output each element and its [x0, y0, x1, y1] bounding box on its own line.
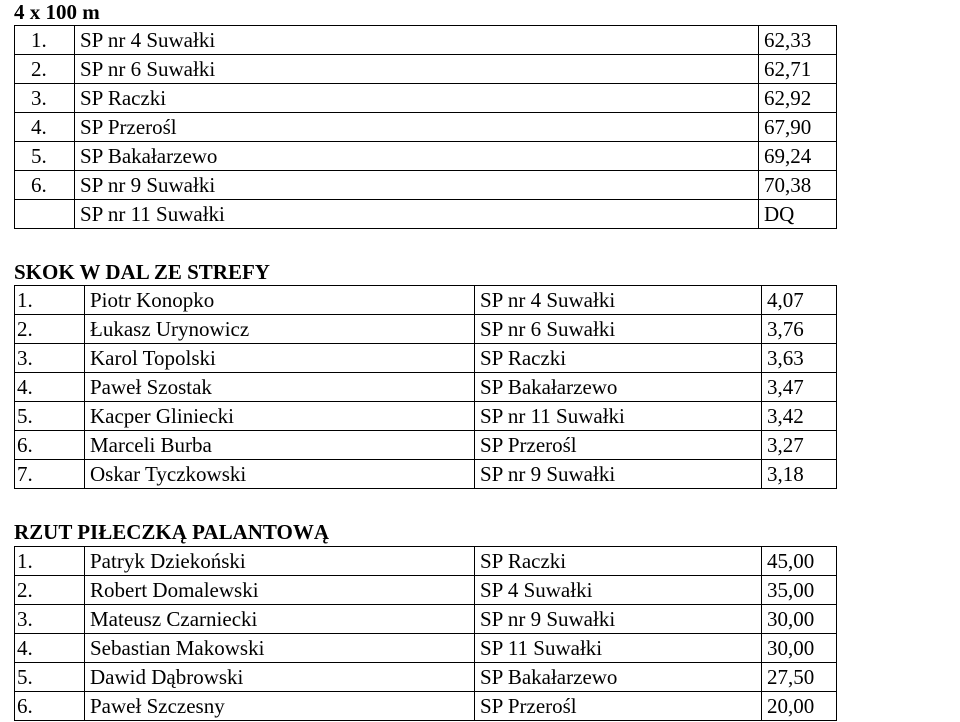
athlete-cell: Piotr Konopko — [85, 286, 475, 315]
place-cell: 3. — [15, 84, 75, 113]
place-cell: 5. — [15, 142, 75, 171]
place-cell: 4. — [15, 634, 85, 663]
table-row — [15, 142, 837, 171]
place-cell: 5. — [15, 663, 85, 692]
result-cell: 3,76 — [762, 315, 837, 344]
athlete-cell: Oskar Tyczkowski — [85, 460, 475, 489]
school-cell: SP Przerośl — [475, 431, 762, 460]
result-cell: 3,27 — [762, 431, 837, 460]
section-title-relay: 4 x 100 m — [14, 0, 100, 24]
table-row — [15, 26, 837, 55]
table-row — [15, 692, 837, 721]
result-cell: 3,63 — [762, 344, 837, 373]
result-cell: 35,00 — [762, 576, 837, 605]
table-row — [15, 344, 837, 373]
place-cell: 6. — [15, 692, 85, 721]
result-cell: 3,42 — [762, 402, 837, 431]
result-cell: 62,92 — [759, 84, 837, 113]
team-cell: SP nr 9 Suwałki — [75, 171, 759, 200]
result-cell: 20,00 — [762, 692, 837, 721]
section-title-long-jump: SKOK W DAL ZE STREFY — [14, 260, 270, 284]
table-row — [15, 286, 837, 315]
relay-results-table — [14, 25, 837, 229]
table-row — [15, 547, 837, 576]
section-title-ball-throw: RZUT PIŁECZKĄ PALANTOWĄ — [14, 520, 330, 544]
table-row — [15, 431, 837, 460]
athlete-cell: Kacper Gliniecki — [85, 402, 475, 431]
table-row — [15, 55, 837, 84]
long-jump-results-table — [14, 285, 837, 489]
team-cell: SP nr 4 Suwałki — [75, 26, 759, 55]
result-cell: 27,50 — [762, 663, 837, 692]
school-cell: SP nr 9 Suwałki — [475, 460, 762, 489]
team-cell: SP Bakałarzewo — [75, 142, 759, 171]
athlete-cell: Łukasz Urynowicz — [85, 315, 475, 344]
result-cell: 30,00 — [762, 634, 837, 663]
school-cell: SP nr 11 Suwałki — [475, 402, 762, 431]
result-cell: DQ — [759, 200, 837, 229]
school-cell: SP Bakałarzewo — [475, 663, 762, 692]
place-cell: 3. — [15, 605, 85, 634]
table-row — [15, 315, 837, 344]
school-cell: SP nr 6 Suwałki — [475, 315, 762, 344]
place-cell: 2. — [15, 315, 85, 344]
place-cell: 2. — [15, 55, 75, 84]
place-cell: 4. — [15, 113, 75, 142]
result-cell: 67,90 — [759, 113, 837, 142]
table-row — [15, 576, 837, 605]
table-row — [15, 373, 837, 402]
school-cell: SP Bakałarzewo — [475, 373, 762, 402]
athlete-cell: Mateusz Czarniecki — [85, 605, 475, 634]
place-cell: 1. — [15, 286, 85, 315]
place-cell: 5. — [15, 402, 85, 431]
school-cell: SP nr 9 Suwałki — [475, 605, 762, 634]
table-row — [15, 84, 837, 113]
place-cell: 1. — [15, 547, 85, 576]
athlete-cell: Dawid Dąbrowski — [85, 663, 475, 692]
school-cell: SP 4 Suwałki — [475, 576, 762, 605]
place-cell: 2. — [15, 576, 85, 605]
result-cell: 4,07 — [762, 286, 837, 315]
athlete-cell: Marceli Burba — [85, 431, 475, 460]
result-cell: 69,24 — [759, 142, 837, 171]
result-cell: 62,33 — [759, 26, 837, 55]
result-cell: 30,00 — [762, 605, 837, 634]
school-cell: SP 11 Suwałki — [475, 634, 762, 663]
table-row — [15, 663, 837, 692]
athlete-cell: Paweł Szostak — [85, 373, 475, 402]
school-cell: SP nr 4 Suwałki — [475, 286, 762, 315]
team-cell: SP nr 6 Suwałki — [75, 55, 759, 84]
place-cell: 6. — [15, 431, 85, 460]
school-cell: SP Przerośl — [475, 692, 762, 721]
table-row — [15, 171, 837, 200]
school-cell: SP Raczki — [475, 344, 762, 373]
place-cell — [15, 200, 75, 229]
table-row — [15, 605, 837, 634]
team-cell: SP Przerośl — [75, 113, 759, 142]
table-row — [15, 460, 837, 489]
team-cell: SP nr 11 Suwałki — [75, 200, 759, 229]
place-cell: 7. — [15, 460, 85, 489]
place-cell: 4. — [15, 373, 85, 402]
result-cell: 3,18 — [762, 460, 837, 489]
table-row — [15, 113, 837, 142]
place-cell: 3. — [15, 344, 85, 373]
athlete-cell: Sebastian Makowski — [85, 634, 475, 663]
result-cell: 3,47 — [762, 373, 837, 402]
team-cell: SP Raczki — [75, 84, 759, 113]
school-cell: SP Raczki — [475, 547, 762, 576]
table-row — [15, 634, 837, 663]
place-cell: 1. — [15, 26, 75, 55]
ball-throw-results-table — [14, 546, 837, 721]
athlete-cell: Paweł Szczesny — [85, 692, 475, 721]
place-cell: 6. — [15, 171, 75, 200]
result-cell: 62,71 — [759, 55, 837, 84]
athlete-cell: Robert Domalewski — [85, 576, 475, 605]
table-row — [15, 200, 837, 229]
table-row — [15, 402, 837, 431]
result-cell: 70,38 — [759, 171, 837, 200]
athlete-cell: Patryk Dziekoński — [85, 547, 475, 576]
athlete-cell: Karol Topolski — [85, 344, 475, 373]
result-cell: 45,00 — [762, 547, 837, 576]
